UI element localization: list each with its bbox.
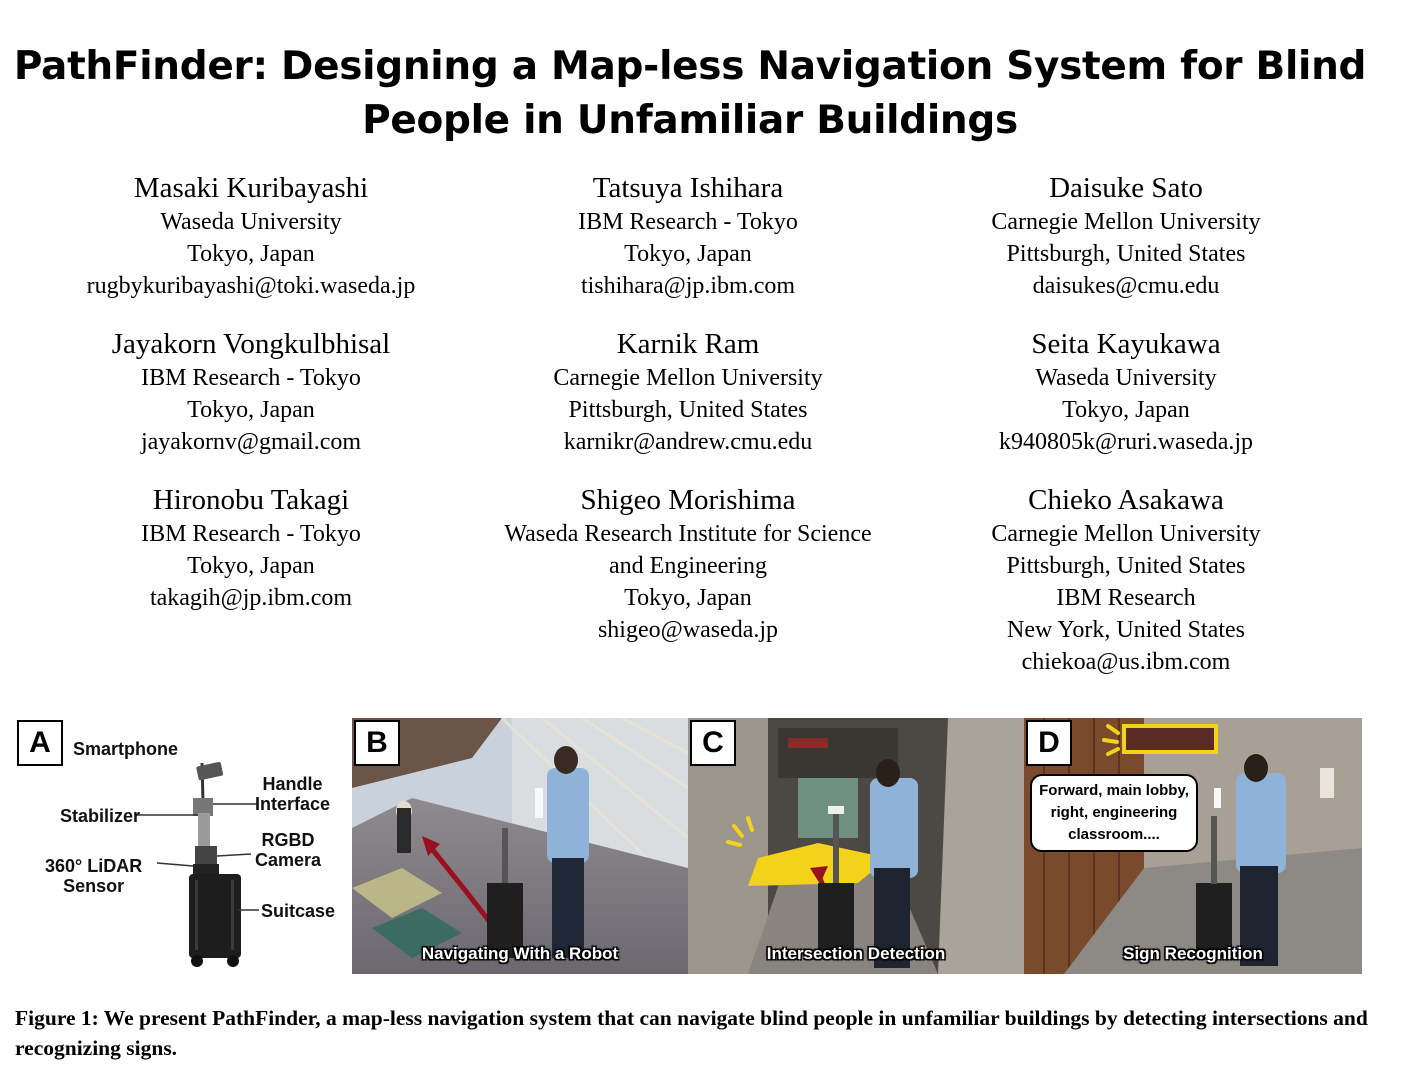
author-name: Jayakorn Vongkulbhisal bbox=[111, 328, 391, 360]
author-affiliation-line: tishihara@jp.ibm.com bbox=[580, 273, 796, 299]
speech-bubble: Forward, main lobby, right, engineering classroom.... bbox=[1030, 774, 1198, 852]
author-affiliation-line: shigeo@waseda.jp bbox=[597, 617, 779, 643]
label-smartphone: Smartphone bbox=[73, 739, 179, 759]
author-affiliation-line: Pittsburgh, United States bbox=[1006, 553, 1246, 579]
panel-b-letter: B bbox=[354, 720, 400, 766]
author-name: Tatsuya Ishihara bbox=[592, 172, 784, 204]
panel-b-overlay: Navigating With a Robot bbox=[421, 944, 619, 963]
panel-d bbox=[1024, 718, 1362, 974]
author-affiliation-line: Tokyo, Japan bbox=[187, 553, 315, 579]
author-entry bbox=[458, 170, 918, 302]
author-affiliation-line: Tokyo, Japan bbox=[187, 397, 315, 423]
author-affiliation-line: chiekoa@us.ibm.com bbox=[1021, 649, 1231, 675]
author-affiliation-line: IBM Research bbox=[1056, 585, 1196, 611]
author-affiliation-line: Tokyo, Japan bbox=[624, 585, 752, 611]
label-lidar-sensor: 360° LiDAR Sensor bbox=[45, 856, 143, 896]
author-affiliation-line: Carnegie Mellon University bbox=[991, 521, 1261, 547]
author-name: Daisuke Sato bbox=[1049, 172, 1203, 204]
author-entry bbox=[896, 170, 1356, 302]
author-affiliation-line: karnikr@andrew.cmu.edu bbox=[563, 429, 813, 455]
author-entry bbox=[896, 326, 1356, 458]
panel-d-overlay: Sign Recognition bbox=[1123, 944, 1263, 963]
author-affiliation-line: Pittsburgh, United States bbox=[568, 397, 808, 423]
author-affiliation-line: IBM Research - Tokyo bbox=[578, 209, 798, 235]
author-name: Hironobu Takagi bbox=[152, 484, 350, 516]
author-affiliation-line: takagih@jp.ibm.com bbox=[149, 585, 353, 611]
author-affiliation-line: Pittsburgh, United States bbox=[1006, 241, 1246, 267]
panel-b-photo bbox=[352, 718, 688, 974]
label-stabilizer: Stabilizer bbox=[60, 806, 141, 826]
author-affiliation-line: Tokyo, Japan bbox=[624, 241, 752, 267]
author-affiliation-line: Waseda Research Institute for Science bbox=[504, 521, 872, 547]
author-entry bbox=[21, 326, 481, 458]
label-handle-interface: Handle Interface bbox=[255, 774, 331, 814]
paper-title bbox=[0, 40, 1380, 148]
label-suitcase: Suitcase bbox=[261, 901, 336, 921]
author-affiliation-line: jayakornv@gmail.com bbox=[140, 429, 362, 455]
author-entry bbox=[21, 170, 481, 302]
author-name: Karnik Ram bbox=[616, 328, 760, 360]
author-affiliation-line: and Engineering bbox=[609, 553, 767, 579]
panel-c-overlay: Intersection Detection bbox=[766, 944, 946, 963]
figure-caption: Figure 1: We present PathFinder, a map-less navigation system that can navigate blind people in unfamiliar buildings by detecting intersections and recognizing signs. bbox=[15, 1006, 1368, 1060]
panel-a bbox=[15, 718, 347, 974]
panel-c bbox=[688, 718, 1024, 974]
author-affiliation-line: Waseda University bbox=[160, 209, 342, 235]
panel-c-photo bbox=[688, 718, 1024, 974]
author-affiliation-line: IBM Research - Tokyo bbox=[141, 521, 361, 547]
author-affiliation-line: Waseda University bbox=[1035, 365, 1217, 391]
author-entry bbox=[458, 482, 918, 646]
panel-a-letter: A bbox=[17, 720, 63, 766]
author-affiliation-line: k940805k@ruri.waseda.jp bbox=[998, 429, 1254, 455]
author-name: Seita Kayukawa bbox=[1031, 328, 1221, 360]
author-entry bbox=[896, 482, 1356, 678]
label-rgbd-camera: RGBD Camera bbox=[255, 830, 322, 870]
author-affiliation-line: Carnegie Mellon University bbox=[991, 209, 1261, 235]
title-line-1: PathFinder: Designing a Map-less Navigation System for Blind bbox=[13, 44, 1367, 89]
author-name: Shigeo Morishima bbox=[580, 484, 796, 516]
author-name: Chieko Asakawa bbox=[1028, 484, 1224, 516]
panel-d-letter: D bbox=[1026, 720, 1072, 766]
author-affiliation-line: Tokyo, Japan bbox=[187, 241, 315, 267]
teaser-figure bbox=[15, 718, 1362, 974]
author-affiliation-line: New York, United States bbox=[1007, 617, 1245, 643]
author-entry bbox=[458, 326, 918, 458]
author-name: Masaki Kuribayashi bbox=[133, 172, 369, 204]
author-affiliation-line: rugbykuribayashi@toki.waseda.jp bbox=[86, 273, 416, 299]
panel-c-letter: C bbox=[690, 720, 736, 766]
author-affiliation-line: daisukes@cmu.edu bbox=[1032, 273, 1220, 299]
author-entry bbox=[21, 482, 481, 614]
author-affiliation-line: Carnegie Mellon University bbox=[553, 365, 823, 391]
author-affiliation-line: IBM Research - Tokyo bbox=[141, 365, 361, 391]
panel-b bbox=[352, 718, 688, 974]
title-line-2: People in Unfamiliar Buildings bbox=[362, 98, 1018, 143]
author-affiliation-line: Tokyo, Japan bbox=[1062, 397, 1190, 423]
